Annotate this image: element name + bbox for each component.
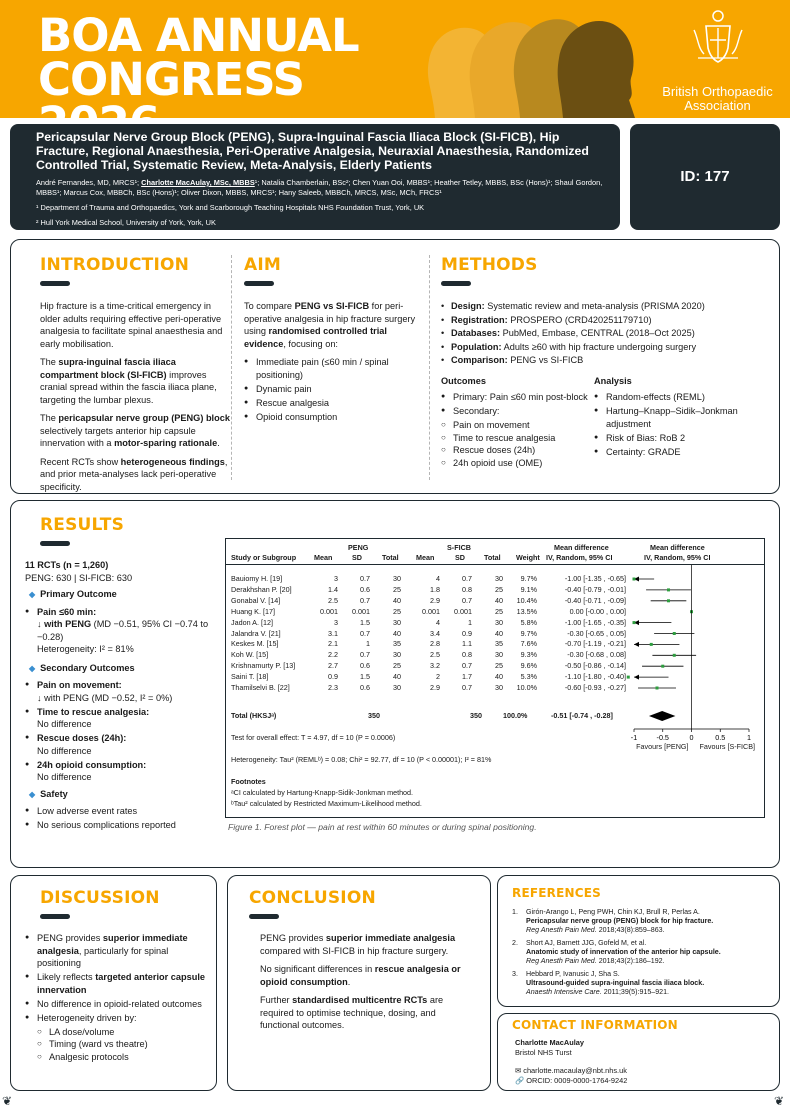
secondary-outcome-label: ● Secondary: [441,405,591,418]
affiliation-2: ² Hull York Medical School, University of York, York, UK [36,218,216,227]
peng-total: 35 [393,639,401,649]
methods-heading: METHODS [441,255,538,275]
peng-sd: 0.7 [360,574,370,583]
sficb-total: 30 [495,650,503,660]
point-estimate [633,621,636,624]
peng-mean: 0.9 [328,672,338,682]
author-list: André Fernandes, MD, MRCS¹; Charlotte MacAulay, MSc, MBBS¹; Natalia Chamberlain, BSc²; Chen Yuan Ooi, MBBS¹; Heather Tetley, MBBS, BSc (Hons)¹; Shaul Gordon, MBBS¹; Marcus Cox, MBBCh, BSc (Hons)¹; Oliver Dixon, MBBS, MRCS¹; Hany Saleeb, MBBCh, MRCS, MSc, MCh, FRCS¹ [36,178,603,197]
corner-ornament-icon: ❦ [774,1094,785,1108]
references-heading: REFERENCES [512,886,601,900]
sficb-sd: 0.7 [462,683,472,692]
heading-underline [40,541,70,546]
peng-total: 30 [393,617,401,627]
diamond-bullet-icon: ◆ [29,663,36,673]
study-name: Jalandra V. [21] [231,628,281,638]
diamond-bullet-icon: ◆ [29,789,36,799]
sficb-sd: 0.001 [454,606,472,616]
study-name: Keskes M. [15] [231,639,279,649]
pooled-effect-diamond [649,711,675,721]
footnotes-heading: Footnotes [231,777,266,786]
md-header-1: Mean difference [554,543,609,552]
point-estimate [667,599,670,602]
peng-mean: 3 [334,574,338,583]
discussion-heading: DISCUSSION [40,888,160,908]
references-panel [497,875,780,1007]
total-weight: 100.0% [503,711,528,720]
peng-sd: 0.7 [360,595,370,605]
secondary-outcome-item: ○ 24h opioid use (OME) [441,457,591,470]
total-n-sficb: 350 [470,711,482,720]
sficb-mean: 2.8 [430,639,440,649]
col-study: Study or Subgroup [231,553,297,562]
analysis-item: ● Random-effects (REML) [594,391,764,404]
analysis-item: ● Certainty: GRADE [594,446,764,459]
heading-underline [441,281,471,286]
conclusion-heading: CONCLUSION [249,888,376,908]
sficb-total: 30 [495,683,503,692]
peng-mean: 2.1 [328,639,338,649]
column-divider [231,255,232,480]
study-ci: -1.00 [-1.65 , -0.35] [564,617,626,627]
opioid-result: ● 24h opioid consumption: No difference [25,759,225,784]
axis-tick-label: -1 [630,733,638,742]
sficb-mean: 4 [436,574,440,583]
col-weight: Weight [516,553,540,562]
ci-truncation-arrow [634,642,639,647]
sficb-sd: 0.8 [462,650,472,660]
sficb-total: 25 [495,584,503,594]
peng-mean: 2.5 [328,595,338,605]
contact-org: Bristol NHS Turst [515,1048,572,1057]
study-ci: -0.50 [-0.86 , -0.14] [564,661,626,671]
results-heading: RESULTS [40,515,125,535]
peng-sd: 1 [366,639,370,649]
methods-item: • Comparison: PENG vs SI-FICB [441,354,771,367]
study-name: Koh W. [15] [231,650,269,660]
sficb-mean: 2.9 [430,595,440,605]
discussion-panel [10,875,217,1091]
peng-total: 30 [393,650,401,660]
discussion-item: ● PENG provides superior immediate analgesia, particularly for spinal positioning [25,932,205,970]
sficb-mean: 1.8 [430,584,440,594]
peng-total: 30 [393,683,401,692]
col-sd-peng: SD [352,553,362,562]
intro-aim-methods-panel [10,239,780,494]
results-summary [25,559,225,833]
peng-total: 25 [393,606,401,616]
outcomes-heading: Outcomes [441,375,486,386]
methods-item: • Databases: PubMed, Embase, CENTRAL (2018–Oct 2025) [441,327,771,340]
movement-result: ● Pain on movement: ↓ with PENG (MD −0.52, I² = 0%) [25,679,225,704]
column-divider [429,255,430,480]
peng-mean: 1.4 [328,584,338,594]
sficb-total: 35 [495,639,503,649]
methods-section [441,255,771,485]
abstract-title-box [10,124,620,230]
point-estimate [667,588,670,591]
study-ci: -0.70 [-1.19 , -0.21] [564,639,626,649]
peng-group-header: PENG [348,543,369,552]
peng-sd: 0.001 [352,606,370,616]
boa-logo [655,8,780,113]
study-weight: 9.1% [520,584,537,594]
discussion-item: ● No difference in opioid-related outcomes [25,998,205,1011]
sficb-total: 40 [495,595,503,605]
sficb-mean: 2.5 [430,650,440,660]
safety-item: ● No serious complications reported [25,819,225,832]
study-weight: 9.7% [520,628,537,638]
link-icon: 🔗 [515,1076,527,1085]
study-weight: 9.3% [520,650,537,660]
heading-underline [244,281,274,286]
methods-item: • Population: Adults ≥60 with hip fracture undergoing surgery [441,341,771,354]
discussion-item: ● Heterogeneity driven by: [25,1012,205,1025]
study-ci: -1.00 [-1.35 , -0.65] [564,574,626,583]
discussion-list [25,932,205,1024]
contact-name: Charlotte MacAulay [515,1038,584,1047]
rct-count: 11 RCTs (n = 1,260) [25,560,109,570]
email-icon: ✉ [515,1066,524,1075]
favours-left-label: Favours [PENG] [636,742,689,751]
sficb-mean: 0.001 [422,606,440,616]
sficb-total: 25 [495,606,503,616]
aim-item: ● Rescue analgesia [244,397,424,410]
figure-caption: Figure 1. Forest plot — pain at rest within 60 minutes or during spinal positioning. [228,822,537,832]
forest-plot [225,538,765,818]
analysis-subsection [594,375,764,460]
intro-paragraph-3: The pericapsular nerve group (PENG) block selectively targets anterior hip capsule innervation with a motor-sparing rationale. [40,413,230,448]
conclusion-paragraph-3: Further standardised multicentre RCTs are required to optimise technique, dosing, and functional outcomes. [260,995,444,1030]
aim-item: ● Opioid consumption [244,411,424,424]
secondary-outcomes-heading: ◆ Secondary Outcomes [29,662,135,673]
discussion-item: ● Likely reflects targeted anterior capsule innervation [25,971,205,996]
point-estimate [627,676,630,679]
sficb-sd: 1 [468,617,472,627]
study-name: Krishnamurty P. [13] [231,661,296,671]
study-name: Thamilselvi B. [22] [231,683,290,692]
methods-list [441,300,771,367]
axis-tick-label: 0.5 [715,733,726,742]
peng-sd: 0.7 [360,650,370,660]
peng-total: 40 [393,595,401,605]
footnote-a: ᵃCI calculated by Hartung-Knapp-Sidik-Jonkman method. [231,788,414,797]
aim-paragraph: To compare PENG vs SI-FICB for peri-operative analgesia in hip fracture surgery using randomised controlled trial evidence, focusing on: [244,301,416,349]
peng-mean: 3 [334,617,338,627]
pain-result: ● Pain ≤60 min: ↓ with PENG (MD −0.51, 95% CI −0.74 to −0.28) Heterogeneity: I² = 81% [25,606,225,656]
aim-heading: AIM [244,255,281,275]
abstract-id-box [630,124,780,230]
corner-ornament-icon: ❦ [2,1094,13,1108]
study-ci: -0.60 [-0.93 , -0.27] [564,683,626,692]
peng-sd: 0.6 [360,683,370,692]
peng-sd: 0.6 [360,661,370,671]
boa-logo-text: British Orthopaedic Association [662,84,773,113]
study-ci: -0.30 [-0.65 , 0.05] [567,628,626,638]
peng-total: 30 [393,574,401,583]
rescue-doses-result: ● Rescue doses (24h): No difference [25,732,225,757]
aim-section [244,255,424,425]
peng-sd: 0.6 [360,584,370,594]
sficb-sd: 1.1 [462,639,472,649]
primary-outcome-heading: ◆ Primary Outcome [29,589,117,599]
heterogeneity-driver: ○ Timing (ward vs theatre) [37,1038,205,1051]
conclusion-panel [227,875,491,1091]
study-weight: 10.4% [516,595,537,605]
peng-total: 40 [393,628,401,638]
contact-heading: CONTACT INFORMATION [512,1018,678,1032]
point-estimate [673,632,676,635]
poster-title: Pericapsular Nerve Group Block (PENG), Supra-Inguinal Fascia Iliaca Block (SI-FICB), Hip Fracture, Regional Anaesthesia, Peri-Operative Analgesia, Neuraxial Anaesthesia, Randomized Controlled Trial, Systematic Review, Meta-Analysis, Elderly Patients [36,130,589,172]
study-weight: 9.6% [520,661,537,671]
study-name: Saini T. [18] [231,672,269,682]
peng-mean: 2.2 [328,650,338,660]
study-ci: -0.40 [-0.79 , -0.01] [564,584,626,594]
point-estimate [656,687,659,690]
col-mean-sficb: Mean [416,553,435,562]
md-header-2: IV, Random, 95% CI [546,553,613,562]
reference-item: 1. Girón-Arango L, Peng PWH, Chin KJ, Brull R, Perlas A. Pericapsular nerve group (PENG) block for hip fracture. Reg Anesth Pain Med. 2018;43(8):859–863. [512,908,714,934]
sficb-total: 30 [495,617,503,627]
head-silhouettes-illustration [415,0,640,118]
sficb-total: 30 [495,574,503,583]
sficb-sd: 0.7 [462,595,472,605]
total-row-label: Total (HKSJᵃ) [231,711,277,720]
study-ci: 0.00 [-0.00 , 0.00] [569,606,626,616]
contact-orcid-link[interactable]: 🔗 ORCID: 0009-0000-1764-9242 [515,1076,628,1085]
group-split: PENG: 630 | SI-FICB: 630 [25,572,133,583]
axis-tick-label: -0.5 [656,733,669,742]
rescue-time-result: ● Time to rescue analgesia: No difference [25,706,225,731]
heading-underline [40,281,70,286]
col-total-peng: Total [382,553,399,562]
heterogeneity-stats: Heterogeneity: Tau² (REMLᵇ) = 0.08; Chi² = 92.77, df = 10 (P < 0.00001); I² = 81% [231,755,492,764]
peng-sd: 0.7 [360,628,370,638]
peng-mean: 3.1 [328,628,338,638]
outcomes-subsection [441,375,591,470]
sficb-mean: 4 [436,617,440,627]
presenting-author: Charlotte MacAulay, MSc, MBBS [141,178,255,187]
col-total-sficb: Total [484,553,501,562]
introduction-heading: INTRODUCTION [40,255,190,275]
primary-outcome: ● Primary: Pain ≤60 min post-block [441,391,591,404]
favours-right-label: Favours [S-FICB] [699,742,756,751]
point-estimate [650,643,653,646]
sficb-sd: 0.7 [462,661,472,671]
aim-item: ● Immediate pain (≤60 min / spinal positioning) [244,356,424,381]
heading-underline [40,914,70,919]
intro-paragraph-2: The supra-inguinal fascia iliaca compartment block (SI-FICB) improves cranial spread within the fascia iliaca plane, targeting the lumbar plexus. [40,357,217,405]
point-estimate [661,665,664,668]
sficb-mean: 2 [436,672,440,682]
peng-sd: 1.5 [360,617,370,627]
footnote-b: ᵇTau² calculated by Restricted Maximum-Likelihood method. [231,799,422,808]
overall-effect-test: Test for overall effect: T = 4.97, df = 10 (P = 0.0006) [231,733,396,742]
introduction-section [40,255,230,499]
methods-item: • Design: Systematic review and meta-analysis (PRISMA 2020) [441,300,771,313]
intro-paragraph-1: Hip fracture is a time-critical emergency in older adults requiring effective peri-operative analgesia to facilitate spinal anaesthesia and early mobilisation. [40,301,223,349]
study-ci: -0.40 [-0.71 , -0.09] [564,595,626,605]
heterogeneity-driver: ○ LA dose/volume [37,1026,205,1039]
study-weight: 5.3% [520,672,537,682]
safety-item: ● Low adverse event rates [25,805,225,818]
analysis-item: ● Hartung–Knapp–Sidik–Jonkman adjustment [594,405,764,430]
congress-title: BOA ANNUAL CONGRESS [38,9,359,106]
sficb-sd: 0.8 [462,584,472,594]
peng-total: 40 [393,672,401,682]
study-name: Derakhshan P. [20] [231,584,292,594]
sficb-mean: 2.9 [430,683,440,692]
study-name: Jadon A. [12] [231,617,273,627]
abstract-id: ID: 177 [680,168,730,185]
secondary-outcome-item: ○ Rescue doses (24h) [441,444,591,457]
study-ci: -1.10 [-1.80 , -0.40] [564,672,626,682]
col-sd-sficb: SD [455,553,465,562]
contact-panel [497,1013,780,1091]
aim-list [244,356,424,423]
reference-list [512,908,767,997]
sficb-sd: 0.9 [462,628,472,638]
analysis-item: ● Risk of Bias: RoB 2 [594,432,764,445]
axis-tick-label: 1 [747,733,751,742]
sficb-mean: 3.2 [430,661,440,671]
study-weight: 5.8% [520,617,537,627]
point-estimate [633,578,636,581]
reference-item: 2. Short AJ, Barnett JJG, Gofeld M, et al. Anatomic study of innervation of the anterior hip capsule. Reg Anesth Pain Med. 2018;43(2):186–192. [512,939,721,965]
study-weight: 9.7% [520,574,537,583]
aim-item: ● Dynamic pain [244,383,424,396]
plot-header-2: IV, Random, 95% CI [644,553,711,562]
conclusion-paragraph-2: No significant differences in rescue analgesia or opioid consumption. [260,964,461,987]
analysis-heading: Analysis [594,375,632,386]
peng-total: 25 [393,661,401,671]
total-n-peng: 350 [368,711,380,720]
boa-crest-icon [688,8,748,64]
study-weight: 13.5% [516,606,537,616]
axis-tick-label: 0 [689,733,694,742]
ci-truncation-arrow [634,675,639,680]
col-mean-peng: Mean [314,553,333,562]
safety-heading: ◆ Safety [29,788,68,799]
study-weight: 10.0% [516,683,537,692]
peng-total: 25 [393,584,401,594]
sficb-total: 25 [495,661,503,671]
forest-plot-svg [226,539,764,819]
sficb-mean: 3.4 [430,628,440,638]
study-ci: -0.30 [-0.68 , 0.08] [567,650,626,660]
point-estimate [673,654,676,657]
secondary-outcome-item: ○ Pain on movement [441,419,591,432]
intro-paragraph-4: Recent RCTs show heterogeneous findings, and prior meta-analyses lack peri-operative specificity. [40,456,228,492]
sficb-total: 40 [495,628,503,638]
study-weight: 7.6% [520,639,537,649]
reference-item: 3. Hebbard P, Ivanusic J, Sha S. Ultrasound-guided supra-inguinal fascia iliaca block. Anaesth Intensive Care. 2011;39(5):915–921. [512,970,705,996]
plot-header-1: Mean difference [650,543,705,552]
conclusion-paragraph-1: PENG provides superior immediate analgesia compared with SI-FICB in hip fracture surgery. [260,933,456,956]
header-banner [0,0,790,118]
total-ci: -0.51 [-0.74 , -0.28] [551,711,613,720]
peng-mean: 2.3 [328,683,338,692]
study-name: Gonabal V. [14] [231,595,281,605]
heading-underline [249,914,279,919]
study-name: Huang K. [17] [231,606,275,616]
peng-sd: 1.5 [360,672,370,682]
peng-mean: 0.001 [320,606,338,616]
affiliation-1: ¹ Department of Trauma and Orthopaedics, York and Scarborough Teaching Hospitals NHS Foundation Trust, York, UK [36,203,425,212]
diamond-bullet-icon: ◆ [29,590,36,599]
peng-mean: 2.7 [328,661,338,671]
sficb-sd: 0.7 [462,574,472,583]
methods-item: • Registration: PROSPERO (CRD420251179710) [441,314,771,327]
contact-email-link[interactable]: ✉ charlotte.macaulay@nbt.nhs.uk [515,1066,627,1075]
study-name: Bauiomy H. [19] [231,574,283,583]
heterogeneity-driver: ○ Analgesic protocols [37,1051,205,1064]
sficb-sd: 1.7 [462,672,472,682]
sficb-total: 40 [495,672,503,682]
secondary-outcome-item: ○ Time to rescue analgesia [441,432,591,445]
sficb-group-header: S-FICB [447,543,471,552]
